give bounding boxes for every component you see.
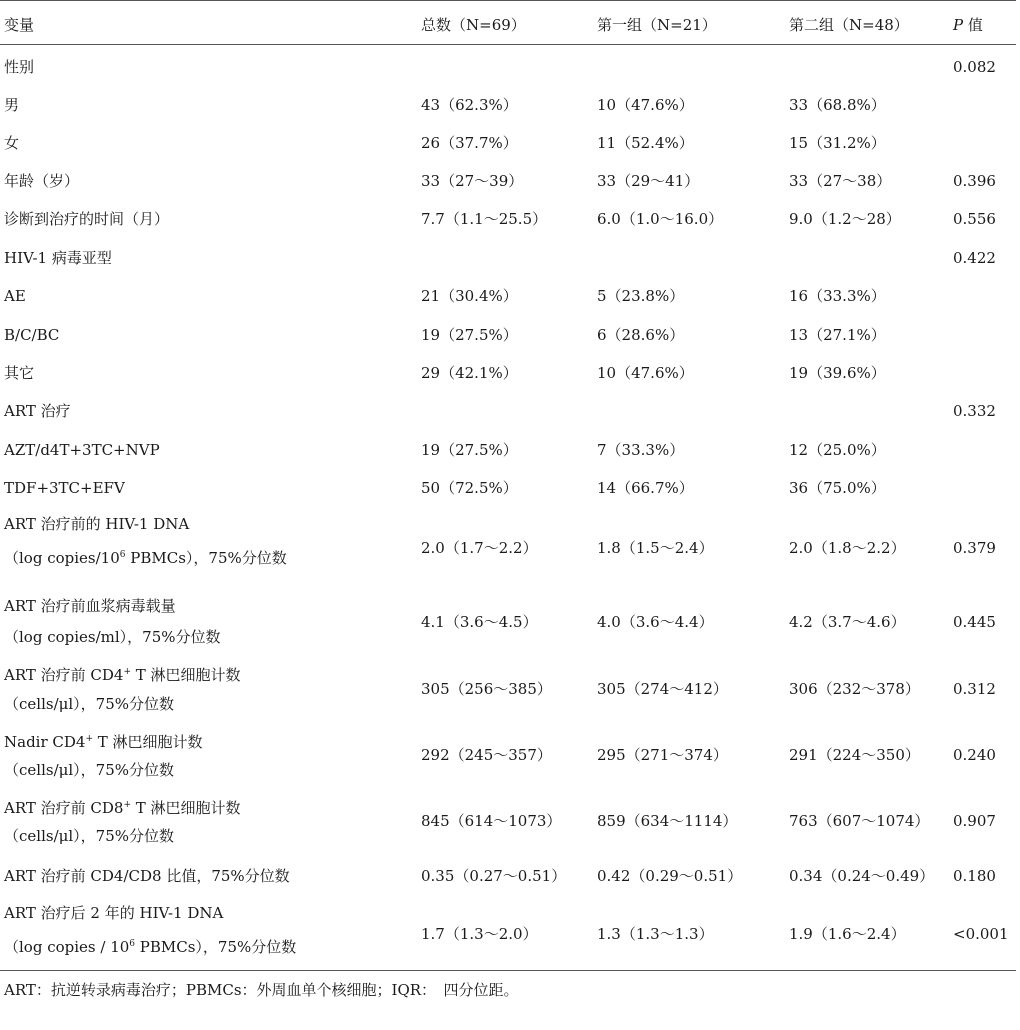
row-label-line2: （log copies/ml），75%分位数: [4, 628, 221, 646]
row-label: ART 治疗: [4, 402, 71, 420]
row-total: 19（27.5%）: [421, 326, 518, 344]
header-variable: 变量: [4, 16, 35, 34]
row-group2: 4.2（3.7～4.6）: [789, 613, 906, 631]
row-label: ART 治疗前血浆病毒载量: [4, 597, 176, 615]
row-group2: 15（31.2%）: [789, 134, 886, 152]
header-p-value: [953, 15, 983, 35]
row-label-line2-a: （log copies/10: [4, 549, 120, 567]
row-p: <0.001: [953, 925, 1009, 943]
row-total: 43（62.3%）: [421, 96, 518, 114]
row-total: 7.7（1.1～25.5）: [421, 210, 548, 228]
row-label: AE: [4, 287, 26, 305]
row-label: TDF+3TC+EFV: [4, 479, 125, 497]
row-group2: 1.9（1.6～2.4）: [789, 925, 906, 943]
row-p: 0.082: [953, 58, 996, 76]
row-group1: 6（28.6%）: [597, 326, 685, 344]
row-label-line2-sup: 6: [129, 939, 136, 949]
row-p: 0.422: [953, 249, 996, 267]
row-group1: 10（47.6%）: [597, 96, 694, 114]
row-group1: 859（634～1114）: [597, 812, 738, 830]
row-label-sup: +: [123, 800, 131, 810]
row-label: ART 治疗后 2 年的 HIV-1 DNA: [4, 904, 224, 922]
row-label: AZT/d4T+3TC+NVP: [4, 441, 160, 459]
row-group1: 4.0（3.6～4.4）: [597, 613, 714, 631]
row-label-line2-b: PBMCs），75%分位数: [135, 938, 297, 956]
row-p: 0.240: [953, 746, 996, 764]
row-label: 性别: [4, 58, 35, 76]
row-group1: 0.42（0.29～0.51）: [597, 867, 743, 885]
row-label-line2-b: PBMCs），75%分位数: [125, 549, 287, 567]
row-group1: 10（47.6%）: [597, 364, 694, 382]
row-group1: 295（271～374）: [597, 746, 728, 764]
header-p-letter: P: [953, 16, 964, 34]
row-label-line2: [4, 934, 296, 957]
row-label: 年龄（岁）: [4, 172, 80, 190]
row-p: 0.396: [953, 172, 996, 190]
row-label-b: T 淋巴细胞计数: [93, 733, 203, 751]
row-group2: 12（25.0%）: [789, 441, 886, 459]
row-label: ART 治疗前的 HIV-1 DNA: [4, 515, 190, 533]
row-label-line2: （cells/μl），75%分位数: [4, 761, 175, 779]
row-label: 诊断到治疗的时间（月）: [4, 210, 170, 228]
row-total: 292（245～357）: [421, 746, 552, 764]
row-total: 305（256～385）: [421, 680, 552, 698]
row-total: 26（37.7%）: [421, 134, 518, 152]
row-group2: 13（27.1%）: [789, 326, 886, 344]
row-group1: 7（33.3%）: [597, 441, 685, 459]
row-group2: 2.0（1.8～2.2）: [789, 539, 906, 557]
row-p: 0.907: [953, 812, 996, 830]
row-total: 33（27～39）: [421, 172, 524, 190]
row-group2: 763（607～1074）: [789, 812, 930, 830]
row-group2: 19（39.6%）: [789, 364, 886, 382]
row-label: ART 治疗前 CD4/CD8 比值，75%分位数: [4, 867, 290, 885]
row-label: [4, 729, 203, 752]
row-label-line2: [4, 545, 287, 568]
row-group1: 5（23.8%）: [597, 287, 685, 305]
row-label: 其它: [4, 364, 35, 382]
row-group2: 9.0（1.2～28）: [789, 210, 901, 228]
row-p: 0.445: [953, 613, 996, 631]
row-label-b: T 淋巴细胞计数: [131, 799, 241, 817]
row-p: 0.332: [953, 402, 996, 420]
row-total: 19（27.5%）: [421, 441, 518, 459]
row-group2: 33（68.8%）: [789, 96, 886, 114]
row-label-a: ART 治疗前 CD8: [4, 799, 124, 817]
row-label: 女: [4, 134, 20, 152]
table-top-rule: [0, 0, 1016, 1]
row-p: 0.180: [953, 867, 996, 885]
row-group2: 33（27～38）: [789, 172, 892, 190]
row-label-sup: +: [85, 734, 93, 744]
row-total: 4.1（3.6～4.5）: [421, 613, 538, 631]
row-p: 0.379: [953, 539, 996, 557]
row-total: 1.7（1.3～2.0）: [421, 925, 538, 943]
row-group2: 291（224～350）: [789, 746, 920, 764]
row-group1: 14（66.7%）: [597, 479, 694, 497]
row-total: 21（30.4%）: [421, 287, 518, 305]
header-group2: 第二组（N=48）: [789, 16, 909, 34]
table-footnote: ART：抗逆转录病毒治疗；PBMCs：外周血单个核细胞；IQR： 四分位距。: [4, 981, 519, 999]
row-group1: 305（274～412）: [597, 680, 728, 698]
row-label-a: ART 治疗前 CD4: [4, 666, 124, 684]
header-rule: [0, 44, 1016, 45]
row-label-b: T 淋巴细胞计数: [131, 666, 241, 684]
row-label-a: Nadir CD4: [4, 733, 86, 751]
row-label-line2: （cells/μl），75%分位数: [4, 695, 175, 713]
row-p: 0.556: [953, 210, 996, 228]
row-label: HIV-1 病毒亚型: [4, 249, 112, 267]
row-label: [4, 662, 241, 685]
row-group1: 33（29～41）: [597, 172, 700, 190]
header-total: 总数（N=69）: [421, 16, 526, 34]
row-label-line2: （cells/μl），75%分位数: [4, 827, 175, 845]
row-total: 50（72.5%）: [421, 479, 518, 497]
row-group1: 11（52.4%）: [597, 134, 694, 152]
table-bottom-rule: [0, 970, 1016, 971]
row-total: 29（42.1%）: [421, 364, 518, 382]
row-total: 2.0（1.7～2.2）: [421, 539, 538, 557]
row-group1: 1.3（1.3～1.3）: [597, 925, 714, 943]
row-group2: 16（33.3%）: [789, 287, 886, 305]
header-p-suffix: 值: [963, 16, 983, 34]
row-total: 0.35（0.27～0.51）: [421, 867, 567, 885]
row-label: 男: [4, 96, 20, 114]
row-p: 0.312: [953, 680, 996, 698]
row-label-line2-a: （log copies / 10: [4, 938, 130, 956]
header-group1: 第一组（N=21）: [597, 16, 717, 34]
row-group2: 36（75.0%）: [789, 479, 886, 497]
row-label-sup: +: [123, 667, 131, 677]
row-total: 845（614～1073）: [421, 812, 562, 830]
row-label-line2-sup: 6: [119, 550, 126, 560]
row-label: B/C/BC: [4, 326, 60, 344]
row-group1: 6.0（1.0～16.0）: [597, 210, 724, 228]
row-group1: 1.8（1.5～2.4）: [597, 539, 714, 557]
row-group2: 0.34（0.24～0.49）: [789, 867, 935, 885]
row-group2: 306（232～378）: [789, 680, 920, 698]
row-label: [4, 795, 241, 818]
